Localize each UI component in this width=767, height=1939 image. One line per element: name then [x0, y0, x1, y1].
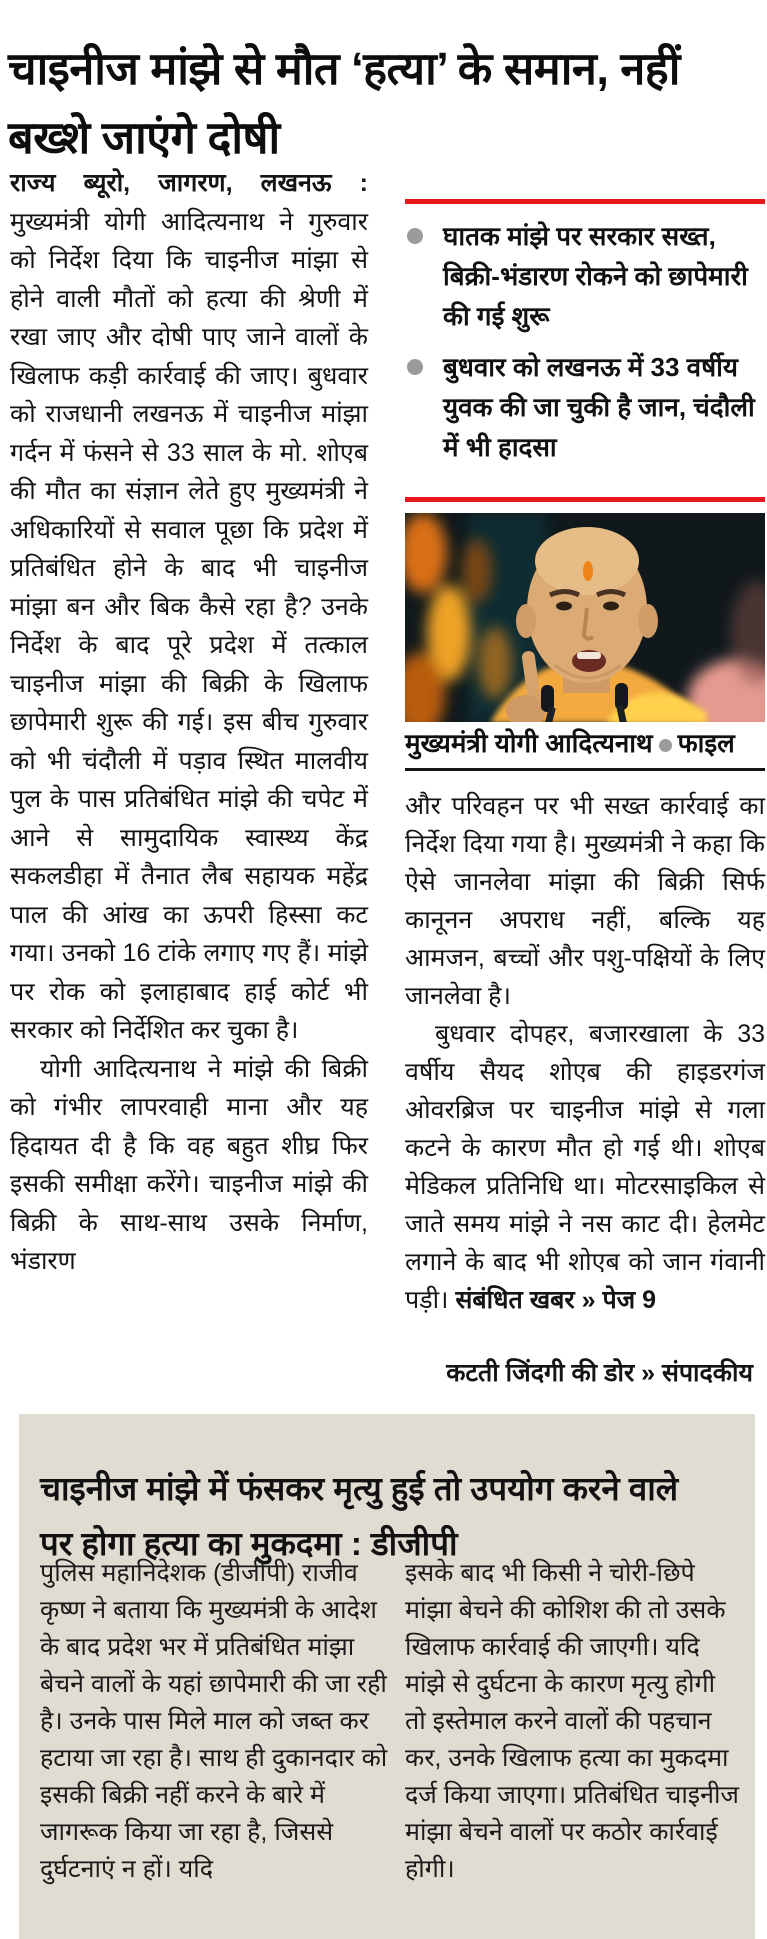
bullet-dot-icon — [407, 228, 423, 244]
article-body-left-column — [10, 164, 368, 1281]
dateline: राज्य ब्यूरो, जागरण, लखनऊ : — [10, 169, 368, 197]
red-divider-photo — [405, 497, 765, 502]
highlight-item-2 — [405, 347, 765, 467]
photo-caption — [405, 726, 765, 760]
highlight-item-1 — [405, 216, 765, 336]
article-paragraph-4 — [405, 1015, 765, 1319]
article-paragraph-3: और परिवहन पर भी सख्त कार्रवाई का निर्देश दिया गया है। मुख्यमंत्री ने कहा कि ऐसे जानलेवा मांझा की बिक्री सिर्फ कानूनन अपराध नहीं, बल्कि यह आमजन, बच्चों और पशु-पक्षियों के लिए जानलेवा है। — [405, 792, 765, 1010]
photo-illustration — [405, 513, 765, 722]
related-story-ref: संबंधित खबर » पेज 9 — [455, 1286, 657, 1314]
main-headline: चाइनीज मांझे से मौत ‘हत्या’ के समान, नहीं बख्शे जाएंगे दोषी — [8, 43, 680, 164]
article-paragraph-1-text: मुख्यमंत्री योगी आदित्यनाथ ने गुरुवार को निर्देश दिया कि चाइनीज मांझा से होने वाली मौतों को हत्या की श्रेणी में रखा जाए और दोषी पाए जाने वालों के खिलाफ कड़ी कार्रवाई की जाए। बुधवार को राजधानी लखनऊ में चाइनीज मांझा गर्दन में फंसने से 33 साल के मो. शोएब की मौत का संज्ञान लेते हुए मुख्यमंत्री ने अधिकारियों से सवाल पूछा कि प्रदेश में प्रतिबंधित होने के बाद भी चाइनीज मांझा बन और बिक कैसे रहा है? उनके निर्देश के बाद पूरे प्रदेश में तत्काल चाइनीज मांझा की बिक्री के खिलाफ छापेमारी शुरू की गई। इस बीच गुरुवार को भी चंदौली में पड़ाव स्थित मालवीय पुल के पास प्रतिबंधित मांझे की चपेट में आने से सामुदायिक स्वास्थ्य केंद्र सकलडीहा में तैनात लैब सहायक महेंद्र पाल की आंख का ऊपरी हिस्सा कट गया। उनको 16 टांके लगाए गए हैं। मांझे पर रोक को इलाहाबाद हाई कोर्ट भी सरकार को निर्देशित कर चुका है। — [10, 207, 368, 1044]
dgp-statement-box — [19, 1414, 755, 1939]
dgp-box-right-column: इसके बाद भी किसी ने चोरी-छिपे मांझा बेचने की कोशिश की तो उसके खिलाफ कार्रवाई की जाएगी। यदि मांझे से दुर्घटना के कारण मृत्यु होगी तो इस्तेमाल करने वालों की पहचान कर, उनके खिलाफ हत्या का मुकदमा दर्ज किया जाएगा। प्रतिबंधित चाइनीज मांझा बेचने वालों पर कठोर कार्रवाई होगी। — [405, 1559, 739, 1883]
article-paragraph-2: योगी आदित्यनाथ ने मांझे की बिक्री को गंभीर लापरवाही माना और यह हिदायत दी है कि वह बहुत शीघ्र फिर इसकी समीक्षा करेंगे। चाइनीज मांझे की बिक्री के साथ-साथ उसके निर्माण, भंडारण — [10, 1054, 368, 1275]
highlights-box — [405, 216, 765, 478]
article-body-right-column — [405, 787, 765, 1319]
dgp-box-left-column: पुलिस महानिदेशक (डीजीपी) राजीव कृष्ण ने बताया कि मुख्यमंत्री के आदेश के बाद प्रदेश भर में प्रतिबंधित मांझा बेचने वालों के यहां छापेमारी की जा रही है। उनके पास मिले माल को जब्त कर हटाया जा रहा है। साथ ही दुकानदार को इसकी बिक्री नहीं करने के बारे में जागरूक किया जा रहा है, जिससे दुर्घटनाएं न हों। यदि — [40, 1559, 388, 1883]
highlight-item-2-text: बुधवार को लखनऊ में 33 वर्षीय युवक की जा चुकी है जान, चंदौली में भी हादसा — [443, 352, 755, 462]
yogi-adityanath-photo — [405, 513, 765, 722]
dgp-box-headline: चाइनीज मांझे में फंसकर मृत्यु हुई तो उपयोग करने वाले पर होगा हत्या का मुकदमा : डीजीपी — [40, 1470, 679, 1563]
bullet-dot-icon — [407, 359, 423, 375]
related-editorial-ref: कटती जिंदगी की डोर » संपादकीय — [446, 1359, 753, 1387]
highlight-item-1-text: घातक मांझे पर सरकार सख्त, बिक्री-भंडारण रोकने को छापेमारी की गई शुरू — [443, 221, 748, 331]
caption-separator-dot-icon — [659, 739, 672, 752]
photo-caption-name: मुख्यमंत्री योगी आदित्यनाथ — [405, 728, 653, 758]
photo-credit: फाइल — [677, 728, 735, 758]
article-paragraph-4-text: बुधवार दोपहर, बजारखाला के 33 वर्षीय सैयद शोएब की हाइडरगंज ओवरब्रिज पर चाइनीज मांझे से गला कटने के कारण मौत हो गई थी। शोएब मेडिकल प्रतिनिधि था। मोटरसाइकिल से जाते समय मांझे ने नस काट दी। हेलमेट लगाने के बाद भी शोएब को जान गंवानी पड़ी। — [405, 1020, 765, 1314]
article-paragraph-1 — [10, 164, 368, 1050]
caption-divider — [405, 768, 765, 771]
red-divider-top — [405, 199, 765, 204]
